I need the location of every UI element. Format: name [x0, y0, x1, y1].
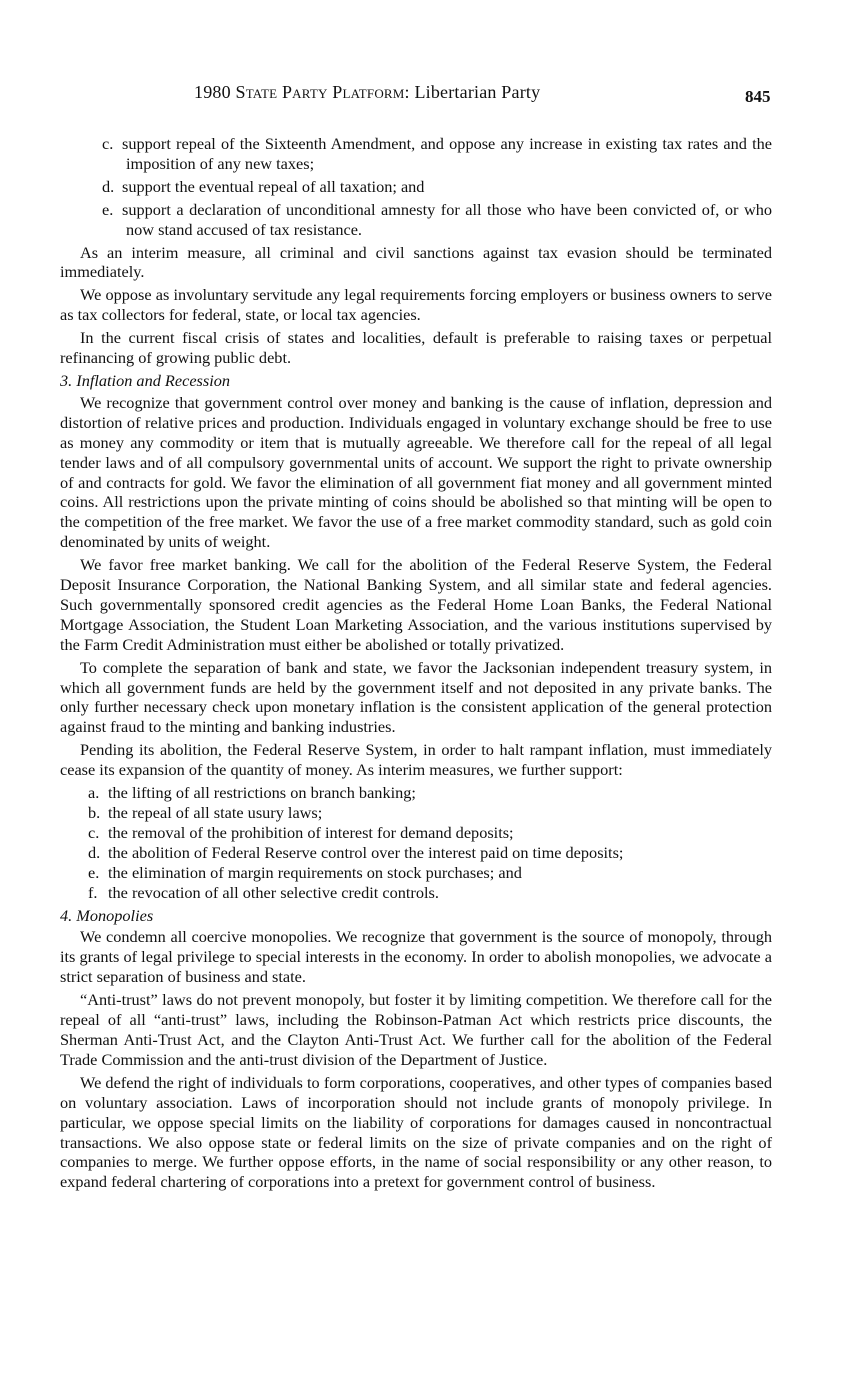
- paragraph: “Anti-trust” laws do not prevent monopoly, but foster it by limiting competition. We therefore call for the repeal of all “anti-trust” laws, including the Robinson-Patman Act which restricts price discounts, the Sherman Anti-Trust Act, and the Clayton Anti-Trust Act. We further call for the abolition of the Federal Trade Commission and the anti-trust division of the Department of Justice.: [60, 990, 772, 1069]
- running-title-part1: 1980 State Party Platform:: [194, 82, 410, 102]
- list-item: [88, 863, 772, 883]
- list-marker: f.: [88, 882, 98, 902]
- list-marker: d.: [88, 842, 101, 862]
- list-item-text: the abolition of Federal Reserve control over the interest paid on time deposits;: [108, 842, 624, 862]
- list-marker: e.: [102, 199, 114, 219]
- running-title: [194, 82, 540, 103]
- list-item-text: support a declaration of unconditional amnesty for all those who have been convicted of, or who now stand accused of tax resistance.: [122, 199, 772, 239]
- list-marker: c.: [102, 134, 114, 153]
- paragraph: As an interim measure, all criminal and civil sanctions against tax evasion should be terminated immediately.: [60, 242, 772, 282]
- list-item-text: the revocation of all other selective credit controls.: [108, 882, 439, 902]
- paragraph: Pending its abolition, the Federal Reserve System, in order to halt rampant inflation, must immediately cease its expansion of the quantity of money. As interim measures, we further support:: [60, 740, 772, 780]
- paragraph: We condemn all coercive monopolies. We recognize that government is the source of monopoly, through its grants of legal privilege to special interests in the economy. In order to abolish monopolies, we advocate a strict separation of business and state.: [60, 927, 772, 987]
- paragraph: In the current fiscal crisis of states and localities, default is preferable to raising taxes or perpetual refinancing of growing public debt.: [60, 328, 772, 368]
- list-marker: a.: [88, 783, 100, 803]
- list-item: [88, 783, 772, 803]
- running-title-part2: Libertarian Party: [414, 82, 541, 102]
- tax-list: [60, 134, 772, 240]
- list-item-text: the removal of the prohibition of interest for demand deposits;: [108, 822, 514, 842]
- list-item-text: the repeal of all state usury laws;: [108, 803, 323, 822]
- paragraph: To complete the separation of bank and state, we favor the Jacksonian independent treasury system, in which all government funds are held by the government itself and not deposited in any private banks. The only further necessary check upon monetary inflation is the consistent application of the general protection against fraud to the minting and banking industries.: [60, 657, 772, 737]
- list-item-text: the lifting of all restrictions on branch banking;: [108, 783, 416, 803]
- paragraph: We defend the right of individuals to form corporations, cooperatives, and other types of companies based on voluntary association. Laws of incorporation should not include grants of monopoly privilege. In particular, we oppose special limits on the liability of corporations for damages caused in noncontractual transactions. We also oppose state or federal limits on the size of private companies and on the right of companies to merge. We further oppose efforts, in the name of social responsibility or any other reason, to expand federal chartering of corporations into a pretext for government control of business.: [60, 1072, 772, 1192]
- page-number: 845: [745, 87, 771, 106]
- paragraph: We favor free market banking. We call for the abolition of the Federal Reserve System, the Federal Deposit Insurance Corporation, the National Banking System, and all similar state and federal agencies. Such governmentally sponsored credit agencies as the Federal Home Loan Banks, the Federal National Mortgage Association, the Student Loan Marketing Association, and the various institutions supervised by the Farm Credit Administration must either be abolished or totally privatized.: [60, 555, 772, 654]
- list-item-text: the elimination of margin requirements on stock purchases; and: [108, 862, 522, 882]
- list-item: [102, 200, 772, 240]
- list-item: [88, 843, 772, 863]
- list-marker: e.: [88, 862, 100, 882]
- list-item: [102, 177, 772, 197]
- body-text: [60, 134, 772, 1195]
- interim-measures-list: [60, 783, 772, 902]
- section-heading-monopolies: 4. Monopolies: [60, 905, 154, 925]
- list-item: [102, 134, 772, 174]
- list-item: [88, 883, 772, 903]
- list-item: [88, 803, 772, 823]
- list-item-text: support the eventual repeal of all taxation; and: [122, 176, 425, 196]
- list-marker: b.: [88, 803, 101, 822]
- page-header: [0, 82, 859, 112]
- list-item: [88, 823, 772, 843]
- list-marker: d.: [102, 176, 115, 196]
- paragraph: We oppose as involuntary servitude any legal requirements forcing employers or business owners to serve as tax collectors for federal, state, or local tax agencies.: [60, 285, 772, 325]
- list-marker: c.: [88, 822, 100, 842]
- paragraph: We recognize that government control over money and banking is the cause of inflation, depression and distortion of relative prices and production. Individuals engaged in voluntary exchange should be free to use as money any commodity or item that is mutually agreeable. We therefore call for the repeal of all legal tender laws and of all compulsory governmental units of account. We support the right to private ownership of and contracts for gold. We favor the elimination of all government fiat money and all government minted coins. All restrictions upon the private minting of coins should be abolished so that minting will be open to the competition of the free market. We favor the use of a free market commodity standard, such as gold coin denominated by units of weight.: [60, 392, 772, 552]
- list-item-text: support repeal of the Sixteenth Amendment, and oppose any increase in existing tax rates and the imposition of any new taxes;: [122, 134, 772, 173]
- section-heading-inflation: 3. Inflation and Recession: [60, 370, 231, 390]
